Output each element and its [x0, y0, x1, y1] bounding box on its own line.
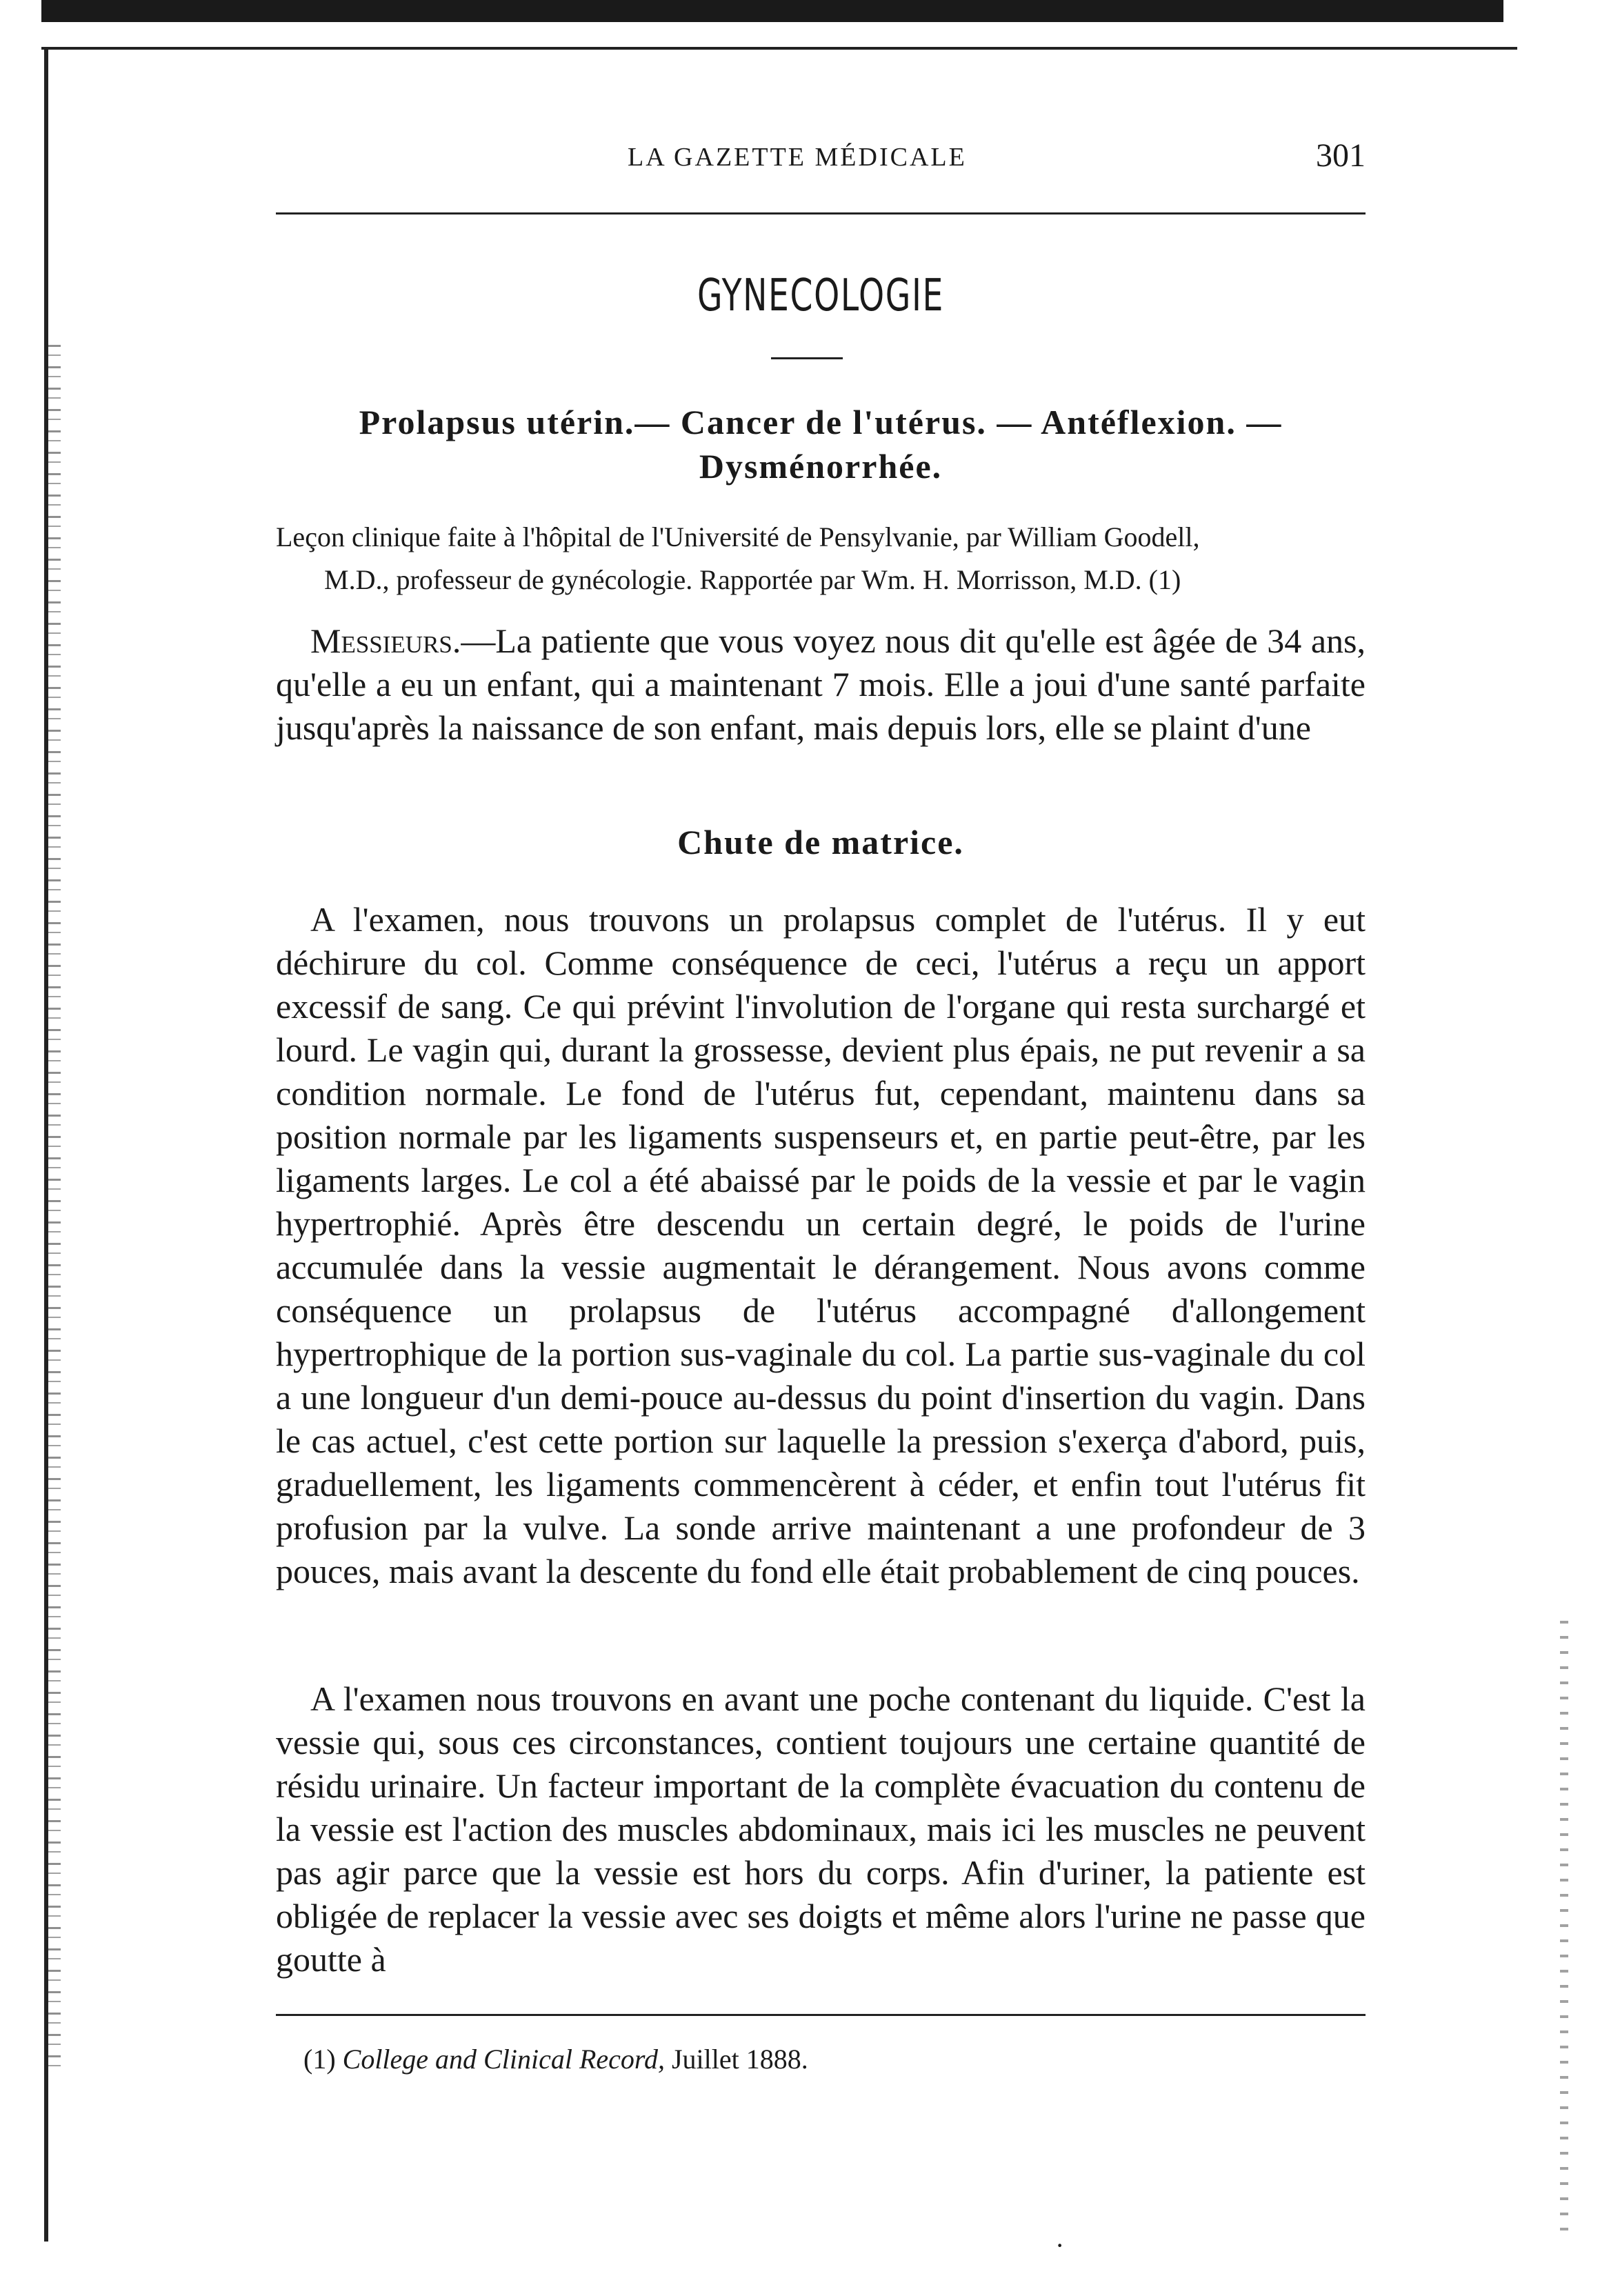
footnote	[303, 2043, 808, 2075]
section-divider	[771, 357, 843, 359]
footnote-rule	[276, 2014, 1366, 2016]
footnote-date: Juillet 1888.	[671, 2044, 808, 2075]
paragraph-1-text: —La patiente que vous voyez nous dit qu'elle est âgée de 34 ans, qu'elle a eu un enfant, qui a maintenant 7 mois. Elle a joui d'une santé parfaite jusqu'après la naissance de son enfant, mais depuis lors, elle se plaint d'une	[276, 621, 1366, 747]
byline-line-1: Leçon clinique faite à l'hôpital de l'Université de Pensylvanie, par William Goodell,	[276, 521, 1200, 552]
scan-spot: ·	[1055, 2230, 1065, 2261]
article-title: Prolapsus utérin.— Cancer de l'utérus. — Antéflexion. — Dysménorrhée.	[359, 403, 1283, 486]
page-number: 301	[1316, 137, 1366, 174]
paragraph-1	[276, 619, 1366, 750]
footnote-source: College and Clinical Record,	[342, 2044, 665, 2075]
article-byline	[276, 516, 1366, 601]
scan-top-rule	[41, 47, 1517, 50]
running-header	[276, 137, 1366, 185]
scan-left-binding-marks	[48, 345, 61, 2069]
footnote-marker: (1)	[303, 2044, 336, 2075]
scan-right-edge-marks	[1560, 1621, 1568, 2242]
section-title: GYNECOLOGIE	[697, 270, 945, 321]
header-rule	[276, 212, 1366, 214]
subheading: Chute de matrice.	[677, 823, 964, 861]
paragraph-3: A l'examen nous trouvons en avant une poche contenant du liquide. C'est la vessie qui, sous ces circonstances, contient toujours une certaine quantité de résidu urinaire. Un facteur important de la complète évacuation du contenu de la vessie est l'action des muscles abdominaux, mais ici les muscles ne peuvent pas agir parce que la vessie est hors du corps. Afin d'uriner, la patiente est obligée de replacer la vessie avec ses doigts et même alors l'urine ne passe que goutte à	[276, 1679, 1366, 1979]
journal-title: LA GAZETTE MÉDICALE	[628, 143, 967, 172]
paragraph-2: A l'examen, nous trouvons un prolapsus complet de l'utérus. Il y eut déchirure du col. Comme conséquence de ceci, l'utérus a reçu un apport excessif de sang. Ce qui prévint l'involution de l'organe qui resta surchargé et lourd. Le vagin qui, durant la grossesse, devient plus épais, ne put revenir a sa condition normale. Le fond de l'utérus fut, cependant, maintenu dans sa position normale par les ligaments suspenseurs et, en partie peut-être, par les ligaments larges. Le col a été abaissé par le poids de la vessie et par le vagin hypertrophié. Après être descendu un certain degré, le poids de l'urine accumulée dans la vessie augmentait le dérangement. Nous avons comme conséquence un prolapsus de l'utérus accompagné d'allongement hypertrophique de la portion sus-vaginale du col. La partie sus-vaginale du col a une longueur d'un demi-pouce au-dessus du point d'insertion du vagin. Dans le cas actuel, c'est cette portion sur laquelle la pression s'exerça d'abord, puis, graduellement, les ligaments commencèrent à céder, et enfin tout l'utérus fit profusion par la vulve. La sonde arrive maintenant a une profondeur de 3 pouces, mais avant la descente du fond elle était probablement de cinq pouces.	[276, 900, 1366, 1590]
scan-top-edge	[41, 0, 1503, 22]
salutation: Messieurs.	[310, 621, 461, 660]
byline-line-2: M.D., professeur de gynécologie. Rapportée par Wm. H. Morrisson, M.D. (1)	[324, 564, 1181, 595]
